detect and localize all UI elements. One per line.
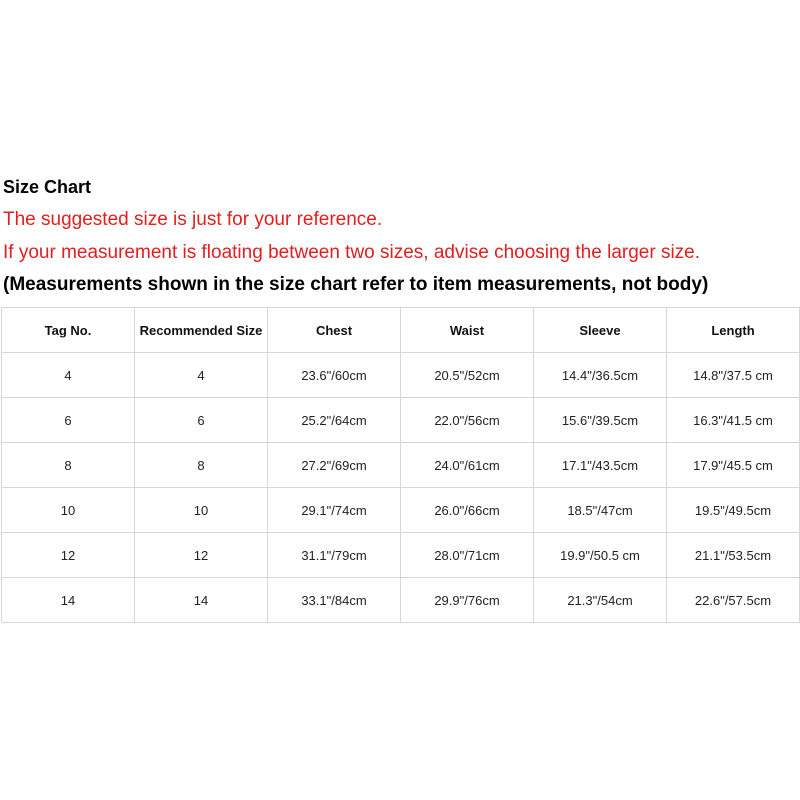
cell-recommended-size: 12 [135, 533, 268, 578]
cell-chest: 31.1"/79cm [268, 533, 401, 578]
sizing-advice-note: If your measurement is floating between two sizes, advise choosing the larger size. [3, 242, 701, 263]
cell-chest: 25.2"/64cm [268, 398, 401, 443]
header-length: Length [667, 308, 800, 353]
cell-tag-no: 4 [2, 353, 135, 398]
table-row [2, 443, 800, 488]
table-row [2, 398, 800, 443]
cell-length: 19.5"/49.5cm [667, 488, 800, 533]
cell-sleeve: 14.4"/36.5cm [534, 353, 667, 398]
size-chart-title: Size Chart [3, 177, 92, 197]
cell-waist: 20.5"/52cm [401, 353, 534, 398]
cell-waist: 22.0"/56cm [401, 398, 534, 443]
cell-chest: 23.6"/60cm [268, 353, 401, 398]
cell-waist: 28.0"/71cm [401, 533, 534, 578]
cell-length: 16.3"/41.5 cm [667, 398, 800, 443]
cell-tag-no: 6 [2, 398, 135, 443]
cell-sleeve: 15.6"/39.5cm [534, 398, 667, 443]
header-chest: Chest [268, 308, 401, 353]
cell-sleeve: 17.1"/43.5cm [534, 443, 667, 488]
cell-recommended-size: 14 [135, 578, 268, 623]
cell-waist: 26.0"/66cm [401, 488, 534, 533]
size-table [1, 307, 800, 623]
cell-tag-no: 14 [2, 578, 135, 623]
table-row [2, 353, 800, 398]
cell-sleeve: 19.9"/50.5 cm [534, 533, 667, 578]
table-row [2, 488, 800, 533]
cell-tag-no: 8 [2, 443, 135, 488]
header-sleeve: Sleeve [534, 308, 667, 353]
table-row [2, 533, 800, 578]
cell-chest: 27.2"/69cm [268, 443, 401, 488]
cell-chest: 33.1"/84cm [268, 578, 401, 623]
reference-note: The suggested size is just for your reference. [3, 209, 383, 230]
cell-tag-no: 12 [2, 533, 135, 578]
cell-sleeve: 18.5"/47cm [534, 488, 667, 533]
cell-waist: 29.9"/76cm [401, 578, 534, 623]
cell-length: 21.1"/53.5cm [667, 533, 800, 578]
cell-recommended-size: 6 [135, 398, 268, 443]
cell-length: 17.9"/45.5 cm [667, 443, 800, 488]
header-tag-no: Tag No. [2, 308, 135, 353]
cell-tag-no: 10 [2, 488, 135, 533]
cell-waist: 24.0"/61cm [401, 443, 534, 488]
cell-length: 22.6"/57.5cm [667, 578, 800, 623]
header-recommended-size: Recommended Size [135, 308, 268, 353]
table-row [2, 578, 800, 623]
cell-sleeve: 21.3"/54cm [534, 578, 667, 623]
cell-recommended-size: 8 [135, 443, 268, 488]
cell-recommended-size: 10 [135, 488, 268, 533]
cell-length: 14.8"/37.5 cm [667, 353, 800, 398]
header-waist: Waist [401, 308, 534, 353]
cell-chest: 29.1"/74cm [268, 488, 401, 533]
table-header-row [2, 308, 800, 353]
measurement-disclaimer: (Measurements shown in the size chart refer to item measurements, not body) [3, 274, 709, 295]
cell-recommended-size: 4 [135, 353, 268, 398]
